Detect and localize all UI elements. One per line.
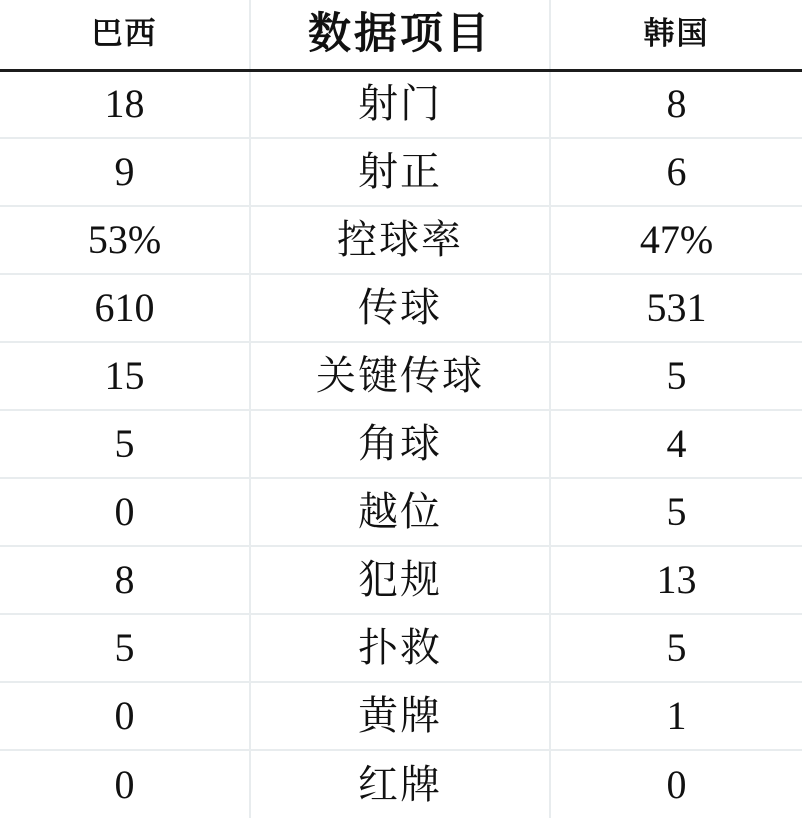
table-row [0, 478, 802, 546]
row-value-right: 1 [550, 682, 802, 750]
row-value-left: 18 [0, 70, 250, 138]
row-value-left: 5 [0, 614, 250, 682]
table-header-row [0, 0, 802, 70]
table-row [0, 138, 802, 206]
row-label: 射门 [250, 70, 550, 138]
table-row [0, 70, 802, 138]
table-row [0, 614, 802, 682]
table-row [0, 546, 802, 614]
row-value-left: 9 [0, 138, 250, 206]
row-label: 越位 [250, 478, 550, 546]
row-label: 关键传球 [250, 342, 550, 410]
table-row [0, 682, 802, 750]
row-value-right: 4 [550, 410, 802, 478]
row-value-right: 13 [550, 546, 802, 614]
row-label: 犯规 [250, 546, 550, 614]
row-value-left: 15 [0, 342, 250, 410]
row-value-right: 0 [666, 761, 687, 807]
row-value-right: 6 [550, 138, 802, 206]
row-value-right: 531 [550, 274, 802, 342]
row-label: 射正 [250, 138, 550, 206]
row-value-left: 53% [0, 206, 250, 274]
table-row [0, 342, 802, 410]
row-value-left: 8 [0, 546, 250, 614]
row-value-right: 5 [550, 342, 802, 410]
row-value-left: 0 [0, 682, 250, 750]
row-value-left: 0 [0, 750, 250, 818]
row-label: 角球 [250, 410, 550, 478]
row-value-right: 5 [550, 614, 802, 682]
row-label: 控球率 [250, 206, 550, 274]
header-category: 数据项目 [250, 0, 550, 70]
header-team-left: 巴西 [0, 0, 250, 70]
row-label: 黄牌 [250, 682, 550, 750]
row-label: 扑救 [250, 614, 550, 682]
row-value-right: 8 [550, 70, 802, 138]
row-label: 传球 [250, 274, 550, 342]
header-team-right: 韩国 [550, 0, 802, 70]
table-row [0, 750, 802, 818]
row-value-right: 5 [550, 478, 802, 546]
row-value-left: 0 [0, 478, 250, 546]
row-value-right: 47% [550, 206, 802, 274]
row-value-left: 5 [0, 410, 250, 478]
row-value-left: 610 [0, 274, 250, 342]
table-row [0, 410, 802, 478]
row-label: 红牌 [250, 750, 550, 818]
table-row [0, 274, 802, 342]
table-row [0, 206, 802, 274]
